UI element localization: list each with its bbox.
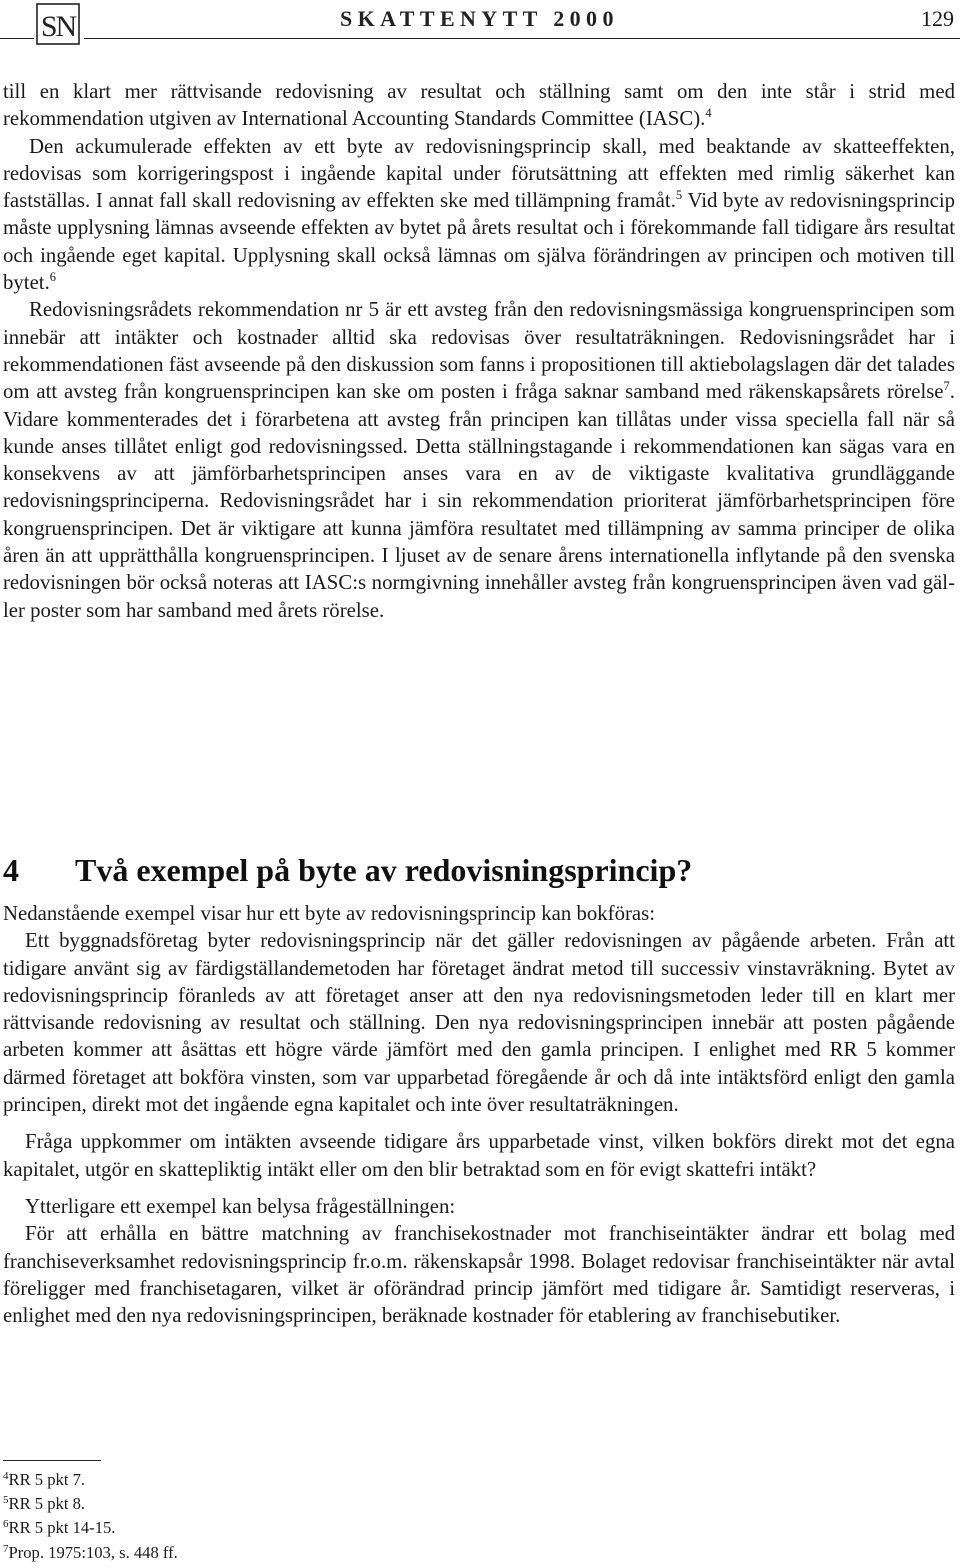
- header-rule: [0, 38, 34, 39]
- footnote-ref: 5: [675, 188, 683, 203]
- section-number: 4: [3, 852, 19, 888]
- page-number: 129: [921, 6, 954, 31]
- section-body: [3, 900, 955, 1329]
- article-body: [3, 78, 955, 624]
- section-title: Två exempel på byte av redovisningsprincip?: [75, 852, 693, 888]
- footnote-ref: 4: [705, 106, 712, 121]
- paragraph: Ytterligare ett exempel kan belysa frågeställningen:: [25, 1194, 456, 1218]
- logo-text: SN: [40, 10, 76, 43]
- paragraph: till en klart mer rättvisande redovisning av resultat och ställning samt om den inte står i strid med rekommendation utgiven av International Accounting Standards Committee (IASC).$^4$: [3, 80, 955, 131]
- section-heading: [3, 846, 955, 894]
- footnote: $^6$RR 5 pkt 14-15.: [3, 1518, 116, 1538]
- footnote-ref: 7: [943, 379, 950, 394]
- paragraph: Redovisningsrådets rekommendation nr 5 är ett avsteg från den redovisningsmässiga kongruensprincipen som innebär att intäkter och kostnader alltid ska redovisas över resultaträkningen. Redovisningsrådet har i rekommendationen fäst avseende på den diskussion som fanns i propositionen till aktiebolagslagen där det talades om att avsteg från kongruensprincipen kan ske om posten i fråga saknar samband med räkenskapsårets rörelse$^7$. Vidare kommenterades det i förarbetena att avsteg från principen kan tillåtas under vissa speciella fall när så kunde anses tillåtet enligt god redovisningssed. Detta ställningstagande i rekommendationen kan sägas vara en konsekvens av att jämförbarhetsprincipen anses vara en av de viktigaste kvalitativa grundläggande redovisningsprinciperna. Redovisningsrådet har i sin rekommendation prioriterat jämförbarhetsprincipen före kongruensprincipen. Det är viktigare att kunna jämföra resultatet med tillämpning av samma principer de olika åren än att upprätthålla kongruensprincipen. I ljuset av de senare årens internationella inflytande på den svenska redovisningen bör också noteras att IASC:s normgivning innehåller avsteg från kongruensprincipen även vad gäller poster som har samband med årets rörelse.: [3, 298, 955, 622]
- footnotes: [3, 1468, 178, 1565]
- paragraph: Den ackumulerade effekten av ett byte av redovisningsprincip skall, med beaktande av skatteeffekten, redovisas som korrigeringspost i ingående kapital under förutsättning att effekten med rimlig säkerhet kan fastställas. I annat fall skall redovisning av effekten ske med tillämpning framåt.$^5$ Vid byte av redovisningsprincip måste upplysning lämnas avseende effekten av bytet på årets resultat och i förekommande fall tidigare års resultat och ingående eget kapital. Upplysning skall också lämnas om själva förändringen av principen och motiven till bytet.$^6$: [3, 134, 956, 295]
- footnote: $^5$RR 5 pkt 8.: [3, 1494, 86, 1514]
- footnote-ref: 6: [49, 270, 57, 285]
- footnote: $^7$Prop. 1975:103, s. 448 ff.: [3, 1542, 178, 1562]
- paragraph: Nedanstående exempel visar hur ett byte av redovisningsprincip kan bokföras:: [3, 902, 656, 925]
- journal-logo: [36, 3, 80, 45]
- header-rule: [84, 38, 960, 39]
- footnote-rule: [3, 1460, 101, 1461]
- paragraph: För att erhålla en bättre matchning av franchisekostnader mot franchiseintäkter ändrar ett bolag med franchiseverksamhet redovisningsprincip fr.o.m. räkenskapsår 1998. Bolaget redovisar franchiseintäkter när avtal föreligger med franchisetagaren, vilket är oförändrad princip jämfört med tidigare år. Samtidigt reserveras, i enlighet med den nya redovisningsprincipen, beräknade kostnader för etablering av franchisebutiker.: [3, 1222, 955, 1328]
- footnote: $^4$RR 5 pkt 7.: [3, 1470, 86, 1489]
- paragraph: Fråga uppkommer om intäkten avseende tidigare års upparbetade vinst, vilken bokförs direkt mot det egna kapitalet, utgör en skattepliktig intäkt eller om den blir betraktad som en för evigt skattefri intäkt?: [3, 1130, 955, 1181]
- paragraph: Ett byggnadsföretag byter redovisningsprincip när det gäller redovisningen av pågående arbeten. Från att tidigare använt sig av färdigställandemetoden har företaget ändrat metod till successiv vinstavräkning. Bytet av redovisningsprincip föranleds av att företaget anser att den nya redovisningsmetoden leder till en klart mer rättvisande redovisning av resultat och ställning. Den nya redovisningsprincipen innebär att posten pågående arbeten kommer att åsättas ett högre värde jämfört med den gamla principen. I enlighet med RR 5 kommer därmed företaget att bokföra vinsten, som var upparbetad föregående år och då inte intäktsförd enligt den gamla principen, direkt mot det ingående egna kapitalet och inte över resultaträkningen.: [3, 929, 955, 1117]
- journal-title: SKATTENYTT 2000: [340, 6, 619, 31]
